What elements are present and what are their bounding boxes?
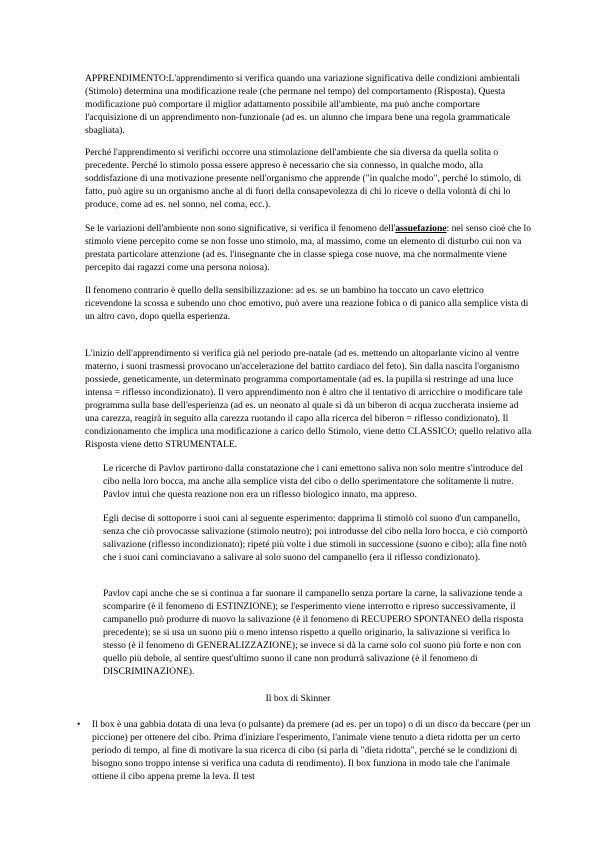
assuefazione-text-after: : nel senso cioè che lo stimolo viene percepito come se non fosse uno stimolo, ma, al massimo, come un elemento di disturbo cui non va prestata particolare attenzione (ad es. l'insegnante che in classe spiega cose nuove, ma che normalmente viene percepito dai ragazzi come una persona noiosa). — [85, 223, 531, 273]
assuefazione-text-before: Se le variazioni dell'ambiente non sono significative, si verifica il fenomeno dell' — [85, 223, 396, 234]
paragraph-apprendimento: APPRENDIMENTO:L'apprendimento si verifica quando una variazione significativa delle condizioni ambientali (Stimolo) determina una modificazione reale (che permane nel tempo) del comportamento (Risposta). Questa modificazione può comportare il miglior adattamento possibile all'ambiente, ma può anche comportare l'acquisizione di un apprendimento non-funzionale (ad es. un alunno che impara bene una regola grammaticale sbagliata). — [85, 73, 521, 136]
section-title-skinner: Il box di Skinner — [265, 693, 331, 704]
assuefazione-term: assuefazione — [395, 223, 447, 234]
bullet-text-box: Il box è una gabbia dotata di una leva (o pulsante) da premere (ad es. per un topo) o di un disco da beccare (per un piccione) per ottenere del cibo. Prima d'iniziare l'esperimento, l'animale viene tenuto a dieta ridotta per un certo periodo di tempo, al fine di motivare la sua ricerca di cibo (si parla di "dieta ridotta", perché se le condizioni di bisogno sono troppo intense si verifica una caduta di rendimento). Il box funziona in modo tale che l'animale ottiene il cibo appena preme la leva. Il test — [92, 719, 531, 782]
paragraph-pavlov-fenomeni: Pavlov capì anche che se si continua a far suonare il campanello senza portare la carne, la salivazione tende a scomparire (è il fenomeno di ESTINZIONE); se l'esperimento viene interrotto e ripreso successivamente, il campanello può produrre di nuovo la salivazione (è il fenomeno di RECUPERO SPONTANEO della risposta precedente); se si usa un suono più o meno intenso rispetto a quello originario, la salivazione si verifica lo stesso (è il fenomeno di GENERALIZZAZIONE); se invece si dà la carne solo col suono più forte e non con quello più debole, al sentire quest'ultimo suono il cane non produrrà salivazione (è il fenomeno di DISCRIMINAZIONE). — [103, 588, 524, 677]
bullet-marker: • — [77, 719, 81, 730]
paragraph-pavlov-ricerche: Le ricerche di Pavlov partirono dalla constatazione che i cani emettono saliva non solo mentre s'introduce del cibo nella loro bocca, ma anche alla semplice vista del cibo o dello sperimentatore che solitamente li nutre. Pavlov intuì che questa reazione non era un riflesso biologico innato, ma appreso. — [103, 463, 523, 500]
paragraph-pavlov-esperimento: Egli decise di sottoporre i suoi cani al seguente esperimento: dapprima li stimolò col suono d'un campanello, senza che ciò provocasse salivazione (stimolo neutro); poi introdusse del cibo nella loro bocca, e ciò comportò salivazione (riflesso incondizionato); ripeté più volte i due stimoli in successione (suono e cibo); alla fine notò che i suoi cani cominciavano a salivare al solo suono del campanello (era il riflesso condizionato). — [103, 513, 528, 563]
paragraph-sensibilizzazione: Il fenomeno contrario è quello della sensibilizzazione: ad es. se un bambino ha toccato un cavo elettrico ricevendone la scossa e subendo uno choc emotivo, può avere una reazione fobica o di panico alla semplice vista di un altro cavo, dopo quella esperienza. — [85, 285, 529, 322]
paragraph-assuefazione — [85, 222, 532, 274]
paragraph-inizio-apprendimento: L'inizio dell'apprendimento si verifica già nel periodo pre-natale (ad es. mettendo un altoparlante vicino al ventre materno, i suoni trasmessi provocano un'accelerazione del battito cardiaco del feto). Sin dalla nascita l'organismo possiede, geneticamente, un determinato programma comportamentale (ad es. la pupilla si restringe ad una luce intensa = riflesso incondizionato). Il vero apprendimento non è altro che il tentativo di arricchire o modificare tale programma sulla base dell'esperienza (ad es. un neonato al quale si dà un biberon di acqua zuccherata insieme ad una carezza, reagirà in seguito alla carezza ruotando il capo alla ricerca del biberon = riflesso condizionato). Il condizionamento che implica una modificazione a carico dello Stimolo, viene detto CLASSICO; quello relativo alla Risposta viene detto STRUMENTALE. — [85, 348, 532, 450]
paragraph-stimolazione: Perché l'apprendimento si verifichi occorre una stimolazione dell'ambiente che sia diversa da quella solita o precedente. Perché lo stimolo possa essere appreso è necessario che sia connesso, in qualche modo, alla soddisfazione di una motivazione presente nell'organismo che apprende ("in qualche modo", perché lo stimolo, di fatto, può agire su un organismo anche al di fuori della consapevolezza di chi lo riceve o della volontà di chi lo produce, come ad es. nel sonno, nel coma, ecc.). — [85, 147, 522, 210]
